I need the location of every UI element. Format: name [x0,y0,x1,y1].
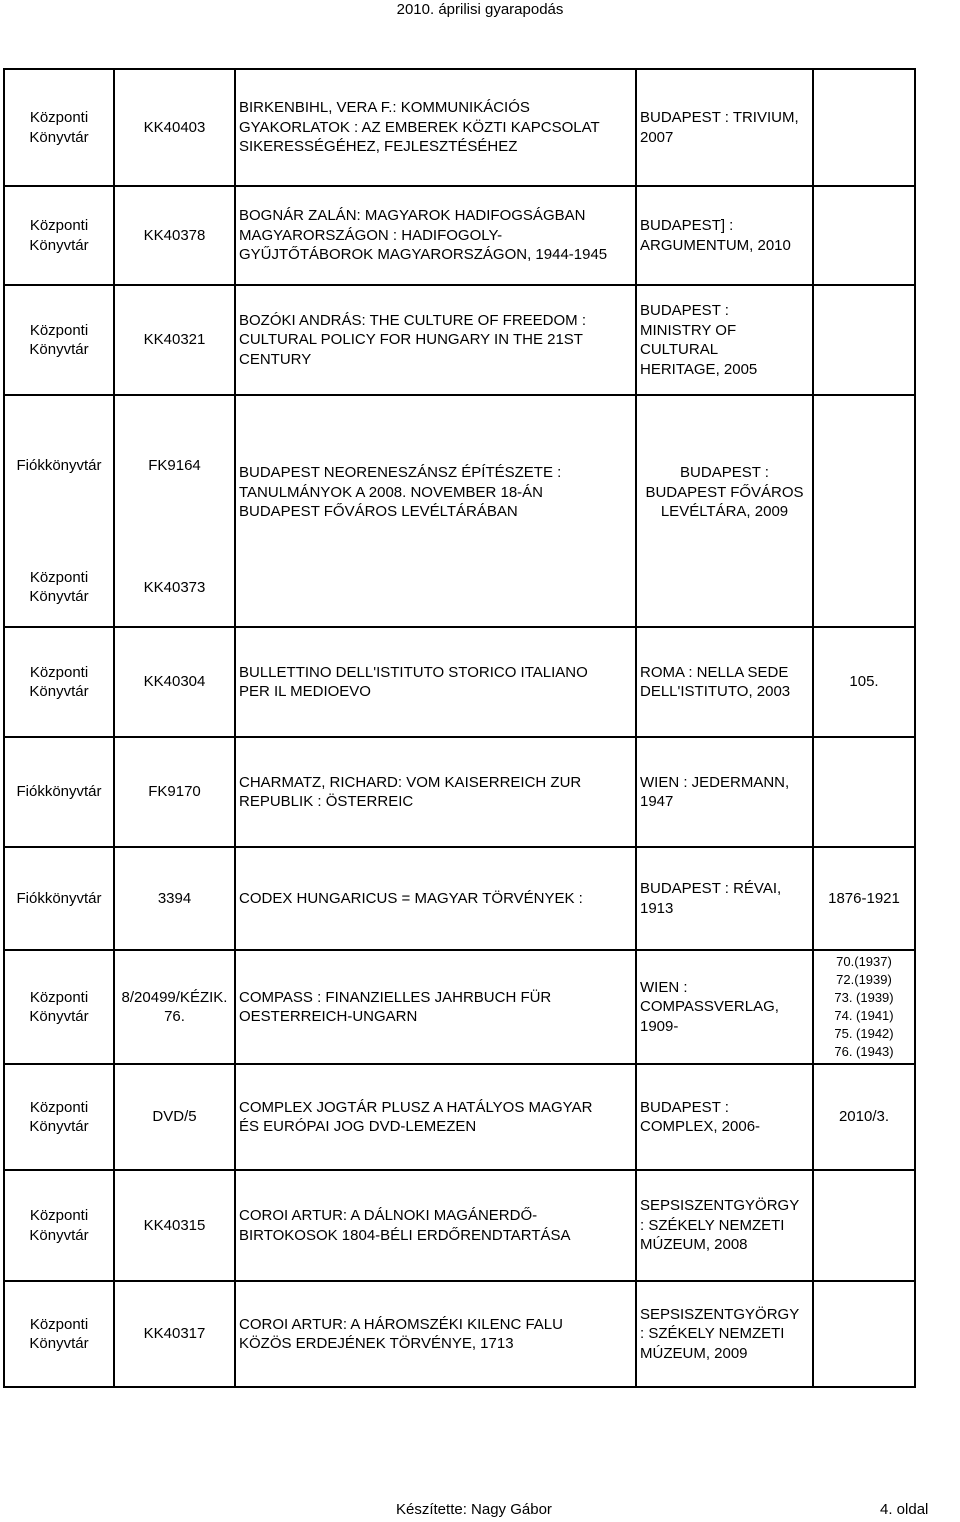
call-number-cell: KK40304 [114,627,235,737]
location-cell: Központi Könyvtár [4,950,114,1064]
publisher-cell: BUDAPEST] : ARGUMENTUM, 2010 [636,186,813,285]
location-cell: Központi Könyvtár [4,1064,114,1170]
table-row [4,1281,915,1387]
title-cell: COMPASS : FINANZIELLES JAHRBUCH FÜR OESTERREICH-UNGARN [235,950,636,1064]
table-row [4,1170,915,1281]
volume-cell [813,395,915,627]
table-row [4,847,915,950]
location-cell: Központi Könyvtár [4,186,114,285]
page-title: 2010. áprilisi gyarapodás [396,1,564,18]
footer-page-number: 4. oldal [880,1501,929,1518]
title-cell: CHARMATZ, RICHARD: VOM KAISERREICH ZUR REPUBLIK : ÖSTERREIC [235,737,636,847]
acquisitions-table [3,68,916,1388]
volume-cell [813,186,915,285]
publisher-cell: BUDAPEST : TRIVIUM, 2007 [636,69,813,186]
call-number-bottom: KK40373 [143,578,206,596]
table-row [4,395,915,627]
table-row [4,69,915,186]
volume-cell [813,69,915,186]
location-cell: Központi Könyvtár [4,1170,114,1281]
publisher-cell: BUDAPEST : RÉVAI, 1913 [636,847,813,950]
call-number-cell: KK40378 [114,186,235,285]
call-number-cell: 8/20499/KÉZIK. 76. [114,950,235,1064]
title-cell: BOGNÁR ZALÁN: MAGYAROK HADIFOGSÁGBAN MAGYARORSZÁGON : HADIFOGOLY- GYŰJTŐTÁBOROK MAGYARORSZÁGON, 1944-1945 [235,186,636,285]
call-number-top: FK9164 [148,456,201,474]
table-row [4,950,915,1064]
table-row [4,285,915,395]
volume-cell: 105. [813,627,915,737]
location-cell: Fiókkönyvtár [4,737,114,847]
table-row [4,1064,915,1170]
publisher-cell: BUDAPEST : COMPLEX, 2006- [636,1064,813,1170]
publisher-cell: SEPSISZENTGYÖRGY : SZÉKELY NEMZETI MÚZEUM, 2009 [636,1281,813,1387]
publisher-cell: SEPSISZENTGYÖRGY : SZÉKELY NEMZETI MÚZEUM, 2008 [636,1170,813,1281]
call-number-cell: KK40403 [114,69,235,186]
title-cell: COROI ARTUR: A HÁROMSZÉKI KILENC FALU KÖZÖS ERDEJÉNEK TÖRVÉNYE, 1713 [235,1281,636,1387]
volume-cell [813,285,915,395]
table-row [4,627,915,737]
location-cell: Központi Könyvtár [4,1281,114,1387]
volume-cell [813,1170,915,1281]
publisher-cell: BUDAPEST : MINISTRY OF CULTURAL HERITAGE, 2005 [636,285,813,395]
volume-cell [813,1281,915,1387]
volume-cell [813,737,915,847]
call-number-cell: KK40317 [114,1281,235,1387]
title-cell: COMPLEX JOGTÁR PLUSZ A HATÁLYOS MAGYAR ÉS EURÓPAI JOG DVD-LEMEZEN [235,1064,636,1170]
table-row [4,737,915,847]
publisher-cell: ROMA : NELLA SEDE DELL'ISTITUTO, 2003 [636,627,813,737]
location-cell: Központi Könyvtár [4,627,114,737]
footer-author: Készítette: Nagy Gábor [396,1501,552,1518]
call-number-cell: 3394 [114,847,235,950]
location-cell: Központi Könyvtár [4,69,114,186]
location-bottom: Központi Könyvtár [29,568,89,605]
call-number-cell: KK40321 [114,285,235,395]
location-cell: Központi Könyvtár [4,285,114,395]
location-top: Fiókkönyvtár [16,456,102,474]
publisher-cell: WIEN : JEDERMANN, 1947 [636,737,813,847]
title-cell: CODEX HUNGARICUS = MAGYAR TÖRVÉNYEK : [235,847,636,950]
publisher-cell: WIEN : COMPASSVERLAG, 1909- [636,950,813,1064]
table-row [4,186,915,285]
volume-cell: 2010/3. [813,1064,915,1170]
title-cell: BOZÓKI ANDRÁS: THE CULTURE OF FREEDOM : CULTURAL POLICY FOR HUNGARY IN THE 21ST CENTURY [235,285,636,395]
location-cell: Fiókkönyvtár [4,847,114,950]
volume-cell: 70.(1937) 72.(1939) 73. (1939) 74. (1941) 75. (1942) 76. (1943) [813,950,915,1064]
location-cell [4,395,114,627]
title-cell: BIRKENBIHL, VERA F.: KOMMUNIKÁCIÓS GYAKORLATOK : AZ EMBEREK KÖZTI KAPCSOLAT SIKERESSÉGÉHEZ, FEJLESZTÉSÉHEZ [235,69,636,186]
title-cell: BULLETTINO DELL'ISTITUTO STORICO ITALIANO PER IL MEDIOEVO [235,627,636,737]
call-number-cell: DVD/5 [114,1064,235,1170]
call-number-cell [114,395,235,627]
call-number-cell: FK9170 [114,737,235,847]
call-number-cell: KK40315 [114,1170,235,1281]
publisher-cell: BUDAPEST : BUDAPEST FŐVÁROS LEVÉLTÁRA, 2009 [636,395,813,627]
title-cell: COROI ARTUR: A DÁLNOKI MAGÁNERDŐ- BIRTOKOSOK 1804-BÉLI ERDŐRENDTARTÁSA [235,1170,636,1281]
title-cell: BUDAPEST NEORENESZÁNSZ ÉPÍTÉSZETE : TANULMÁNYOK A 2008. NOVEMBER 18-ÁN BUDAPEST FŐVÁROS LEVÉLTÁRÁBAN [235,395,636,627]
volume-cell: 1876-1921 [813,847,915,950]
